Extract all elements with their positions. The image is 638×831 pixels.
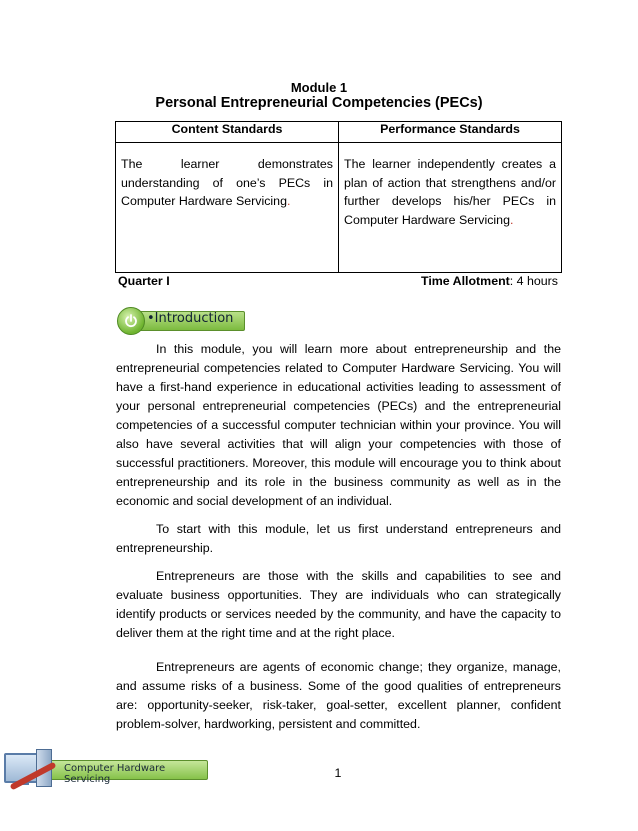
introduction-label: •Introduction: [147, 311, 234, 326]
performance-standards-cell: [339, 143, 562, 273]
performance-standards-text: The learner independently creates a plan of action that strengthens and/or further develops his/her PECs in Computer Hardware Servicing: [344, 157, 556, 227]
paragraph-text: Entrepreneurs are those with the skills and capabilities to see and evaluate business opportunities. They are individuals who can strategically identify products or services needed by the community, and have the capacity to deliver them at the right time and at the right place.: [116, 569, 561, 640]
module-number: Module 1: [290, 80, 348, 95]
time-allotment: [421, 274, 558, 288]
paragraph-text: In this module, you will learn more about entrepreneurship and the entrepreneurial competencies related to Computer Hardware Servicing. You will have a first-hand experience in educational activities leading to assessment of your personal entrepreneurial competencies (PECs) and the entrepreneurial competencies of a successful computer technician within your province. You will also have several activities that will align your competencies with those of successful practitioners. Moreover, this module will encourage you to think about entrepreneurship and its role in the business community as well as in the economic and social development of an individual.: [116, 342, 561, 508]
paragraph-text: Entrepreneurs are agents of economic change; they organize, manage, and assume risks of a business. Some of the good qualities of entrepreneurs are: opportunity-seeker, risk-taker, goal-setter, excellent planner, confident problem-solver, hardworking, persistent and committed.: [116, 660, 561, 731]
page-number: 1: [334, 766, 342, 780]
time-allotment-value: : 4 hours: [509, 274, 558, 288]
paragraph-intro: [116, 340, 561, 511]
quarter-label: Quarter I: [118, 274, 170, 288]
paragraph-text: To start with this module, let us first understand entrepreneurs and entrepreneurship.: [116, 522, 561, 555]
content-standards-header: Content Standards: [116, 122, 339, 143]
power-icon: [117, 307, 145, 335]
introduction-button[interactable]: [117, 307, 245, 333]
paragraph-entrepreneurs: [116, 567, 561, 643]
content-standards-text: The learner demonstrates understanding of one’s PECs in Computer Hardware Servicing: [121, 157, 333, 208]
footer-label: Computer Hardware Servicing: [64, 763, 166, 785]
module-title: Personal Entrepreneurial Competencies (PECs): [155, 95, 483, 111]
performance-period: .: [509, 212, 514, 227]
paragraph-start: [116, 520, 561, 558]
time-allotment-label: Time Allotment: [420, 274, 510, 288]
performance-standards-header: Performance Standards: [339, 122, 562, 143]
standards-table: [115, 121, 562, 273]
paragraph-agents: [116, 658, 561, 734]
content-standards-cell: [116, 143, 339, 273]
content-period: .: [286, 194, 291, 208]
